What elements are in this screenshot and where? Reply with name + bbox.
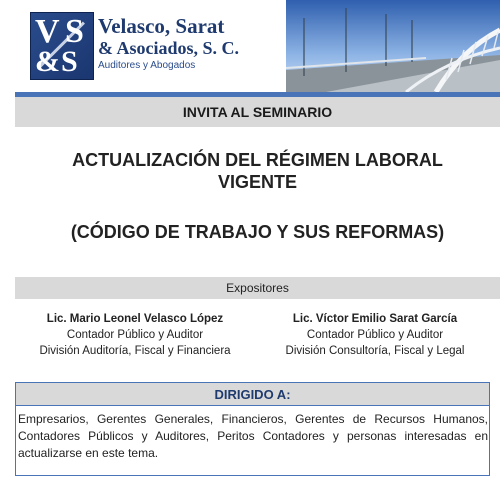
speaker-division: División Consultoría, Fiscal y Legal — [285, 345, 465, 357]
speaker-card — [15, 311, 255, 359]
invite-label: INVITA AL SEMINARIO — [182, 104, 333, 120]
speaker-role: Contador Público y Auditor — [306, 329, 444, 341]
speaker-division: División Auditoría, Fiscal y Financiera — [39, 345, 231, 357]
seminar-title-line1: ACTUALIZACIÓN DEL RÉGIMEN LABORAL — [72, 150, 443, 170]
logo-letter-v: V — [35, 13, 60, 50]
audience-header — [16, 383, 489, 406]
logo-letter-s: S — [65, 13, 84, 50]
logo-letter-s2: S — [61, 45, 78, 78]
speakers-banner — [15, 277, 500, 299]
bridge-illustration — [286, 0, 500, 92]
logo-ampersand: & — [35, 45, 60, 78]
header — [0, 0, 500, 92]
audience-text: Empresarios, Gerentes Generales, Financieros, Gerentes de Recursos Humanos, Contadores Públicos y Auditores, Peritos Contadores y personas interesadas en actualizarse en este tema. — [18, 412, 488, 460]
firm-logo — [30, 12, 94, 80]
firm-name-line2: & Asociados, S. C. — [98, 38, 240, 58]
seminar-subtitle: (CÓDIGO DE TRABAJO Y SUS REFORMAS) — [70, 222, 445, 242]
seminar-title-line2: VIGENTE — [217, 172, 297, 192]
audience-heading: DIRIGIDO A: — [214, 387, 291, 402]
speaker-name: Lic. Víctor Emilio Sarat García — [292, 313, 458, 325]
audience-box — [15, 382, 490, 476]
invite-banner — [15, 97, 500, 127]
speakers-heading: Expositores — [226, 281, 289, 295]
speaker-role: Contador Público y Auditor — [66, 329, 204, 341]
bridge-photo — [286, 0, 500, 92]
firm-name-line1: Velasco, Sarat — [98, 14, 225, 38]
firm-tagline: Auditores y Abogados — [98, 60, 196, 71]
speaker-name: Lic. Mario Leonel Velasco López — [46, 313, 224, 325]
speaker-card — [255, 311, 495, 359]
